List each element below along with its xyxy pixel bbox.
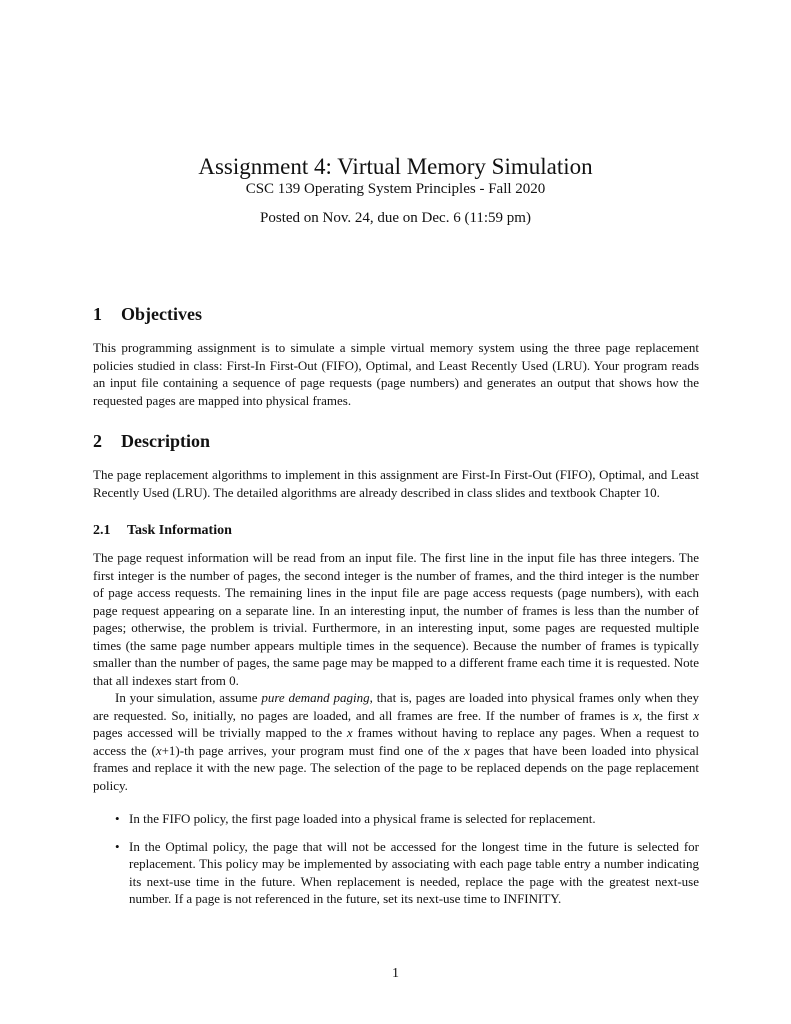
list-item-text: In the FIFO policy, the first page loaded into a physical frame is selected for replacement. [129,811,596,826]
section-title: Objectives [121,304,202,324]
document-title: Assignment 4: Virtual Memory Simulation [198,154,593,179]
subsection-number: 2.1 [93,523,111,538]
section-heading-objectives [93,302,699,326]
document-body [93,302,699,918]
section-number: 1 [93,304,102,324]
list-item-text: In the Optimal policy, the page that will not be accessed for the longest time in the future is selected for replacement. This policy may be implemented by associating with each page table entry a number indicating its next-use time in the future. When replacement is needed, replace the page with the greatest next-use number. If a page is not referenced in the future, set its next-use time to INFINITY. [129,838,699,906]
bullet-icon: • [115,811,120,826]
course-line: CSC 139 Operating System Principles - Fall 2020 [245,181,546,197]
policy-list [93,810,699,908]
title-block [0,153,791,228]
section-number: 2 [93,431,102,451]
dates-line: Posted on Nov. 24, due on Dec. 6 (11:59 pm) [260,210,531,226]
section-heading-description [93,429,699,453]
list-item-optimal [93,838,699,908]
objectives-paragraph: This programming assignment is to simulate a simple virtual memory system using the three page replacement policies studied in class: First-In First-Out (FIFO), Optimal, and Least Recently Used (LRU). Your program reads an input file containing a sequence of page requests (page numbers) and generates an output that shows how the requested pages are mapped into physical frames. [93,340,699,408]
page-number: 1 [392,966,399,981]
pure-demand-paging-term: pure demand paging [261,690,370,705]
list-item-fifo [93,810,699,828]
bullet-icon: • [115,838,120,854]
task-info-paragraph-2: In your simulation, assume pure demand paging, that is, pages are loaded into physical frames only when they are requested. So, initially, no pages are loaded, and all frames are free. If the number of frames is x, the first x pages accessed will be trivially mapped to the x frames without having to replace any pages. When a request to access the (x+1)-th page arrives, your program must find one of the x pages that have been loaded into physical frames and replace it with the new page. The selection of the page to be replaced depends on the page replacement policy. [93,690,699,793]
subsection-heading-task-information [93,521,699,541]
section-title: Description [121,431,210,451]
subsection-title: Task Information [127,523,232,538]
task-info-paragraph-1: The page request information will be read from an input file. The first line in the input file has three integers. The first integer is the number of pages, the second integer is the number of frames, and the third integer is the number of page access requests. The remaining lines in the input file are page access requests (page numbers), with each page request appearing on a separate line. In an interesting input, the number of frames is less than the number of pages; otherwise, the problem is trivial. Furthermore, in an interesting input, some pages are requested multiple times (the same page number appears multiple times in the sequence). Because the number of frames is typically smaller than the number of pages, the same page may be mapped to a different frame each time it is requested. Note that all indexes start from 0. [93,550,699,688]
description-paragraph: The page replacement algorithms to implement in this assignment are First-In First-Out (FIFO), Optimal, and Least Recently Used (LRU). The detailed algorithms are already described in class slides and textbook Chapter 10. [93,467,699,500]
